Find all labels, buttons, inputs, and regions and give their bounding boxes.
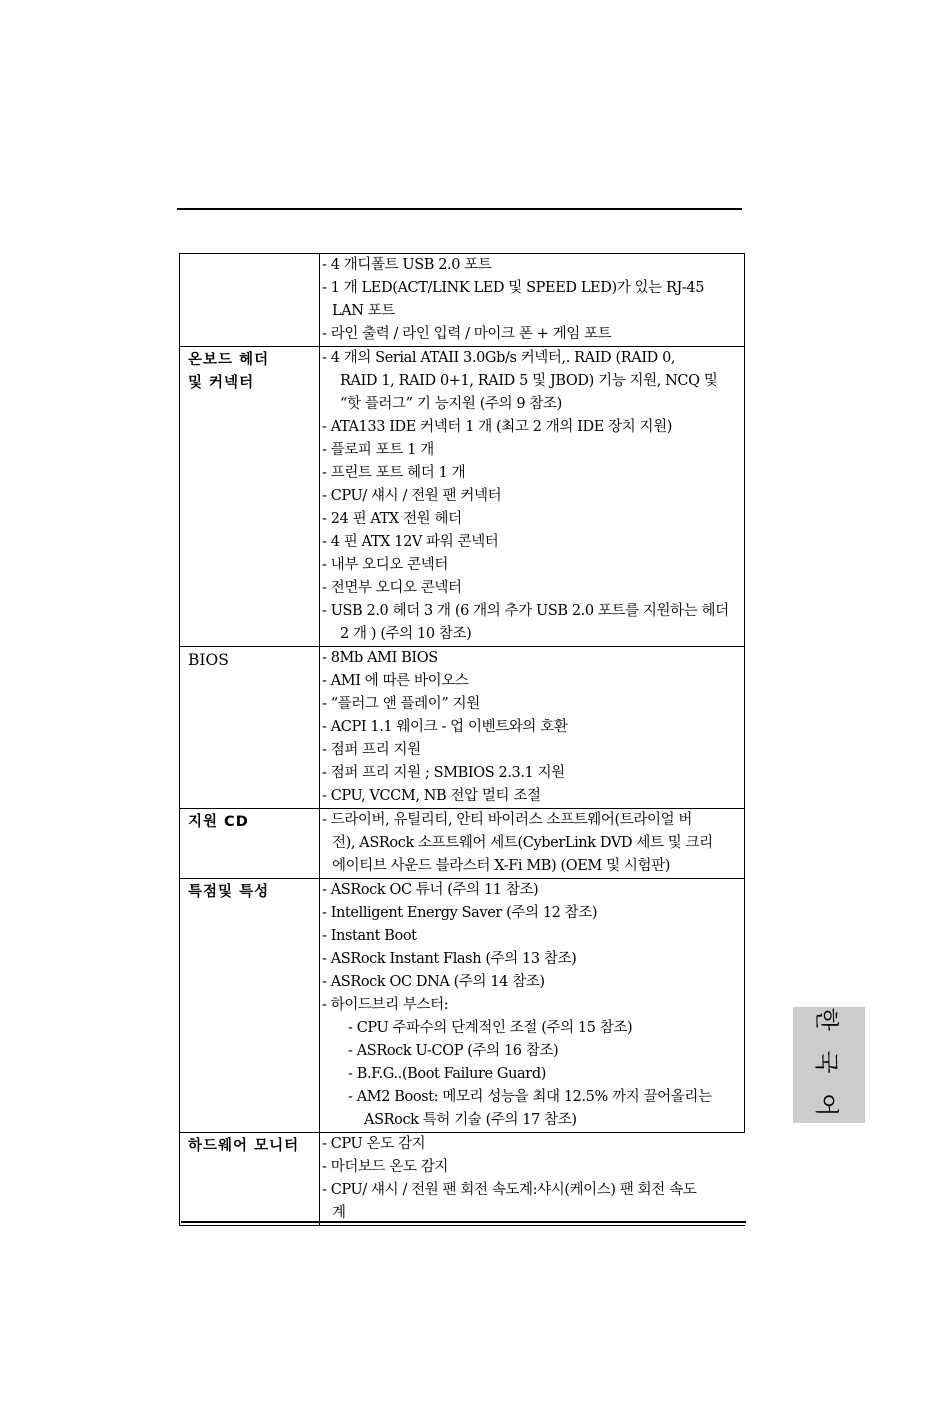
row-items (320, 647, 745, 809)
list-item: - 8Mb AMI BIOS (322, 650, 438, 666)
list-item: - CPU 온도 감지 (322, 1136, 426, 1152)
list-item: 에이티브 사운드 블라스터 X-Fi MB) (OEM 및 시험판) (332, 858, 670, 874)
language-side-tab (793, 1007, 865, 1123)
list-item: - “플러그 앤 플레이” 지원 (322, 696, 480, 712)
list-item: - 4 개의 Serial ATAII 3.0Gb/s 커넥터,. RAID (RAID 0, (322, 350, 676, 366)
list-item: - ACPI 1.1 웨이크 - 업 이벤트와의 호환 (322, 719, 568, 735)
row-items (320, 879, 745, 1133)
list-item: - CPU/ 섀시 / 전원 팬 커넥터 (322, 488, 502, 504)
list-item: - ATA133 IDE 커넥터 1 개 (최고 2 개의 IDE 장치 지원) (322, 419, 673, 435)
table-row (180, 647, 745, 809)
list-item: - CPU, VCCM, NB 전압 멀티 조절 (322, 788, 541, 804)
list-item: - AMI 에 따른 바이오스 (322, 673, 469, 689)
list-item: - 4 핀 ATX 12V 파워 콘넥터 (322, 534, 499, 550)
list-item: - B.F.G..(Boot Failure Guard) (348, 1066, 546, 1082)
list-item: - Intelligent Energy Saver (주의 12 참조) (322, 905, 598, 921)
list-item: ASRock 특허 기술 (주의 17 참조) (364, 1112, 577, 1128)
list-item: - 전면부 오디오 콘넥터 (322, 580, 462, 596)
list-item: - CPU/ 섀시 / 전원 팬 회전 속도계:샤시(케이스) 팬 회전 속도 (322, 1182, 697, 1198)
row-label: BIOS (180, 647, 320, 809)
list-item: - Instant Boot (322, 928, 417, 944)
list-item: - ASRock Instant Flash (주의 13 참조) (322, 951, 577, 967)
table-row (180, 254, 745, 347)
list-item: - 라인 출력 / 라인 입력 / 마이크 폰 + 게임 포트 (322, 326, 612, 342)
list-item: 전), ASRock 소프트웨어 세트(CyberLink DVD 세트 및 크리 (332, 835, 713, 851)
table-row (180, 1133, 745, 1226)
list-item: - 점퍼 프리 지원 (322, 742, 421, 758)
list-item: - 드라이버, 유틸리티, 안티 바이러스 소프트웨어(트라이얼 버 (322, 812, 692, 828)
list-item: - 24 핀 ATX 전원 헤더 (322, 511, 462, 527)
list-item: 계 (332, 1205, 346, 1221)
row-label-line: 온보드 헤더 (188, 352, 270, 368)
row-label-line: 및 커넥터 (188, 375, 255, 391)
list-item: - ASRock OC 튜너 (주의 11 참조) (322, 882, 539, 898)
list-item: - ASRock U-COP (주의 16 참조) (348, 1043, 559, 1059)
list-item: - 4 개디폴트 USB 2.0 포트 (322, 257, 492, 273)
list-item: “핫 플러그” 기 능지원 (주의 9 참조) (340, 396, 562, 412)
row-label (180, 347, 320, 647)
list-item: - USB 2.0 헤더 3 개 (6 개의 추가 USB 2.0 포트를 지원하는 헤더 (322, 603, 729, 619)
language-side-tab-label: 한 국 어 (812, 1007, 841, 1123)
table-row (180, 809, 745, 879)
row-label: 하드웨어 모니터 (180, 1133, 320, 1226)
list-item: - 마더보드 온도 감지 (322, 1159, 448, 1175)
row-label: 특점및 특성 (180, 879, 320, 1133)
list-item: 2 개 ) (주의 10 참조) (340, 626, 472, 642)
list-item: - 1 개 LED(ACT/LINK LED 및 SPEED LED)가 있는 RJ-45 (322, 280, 705, 296)
list-item: - AM2 Boost: 메모리 성능을 최대 12.5% 까지 끌어올리는 (348, 1089, 712, 1105)
top-rule (177, 208, 742, 210)
list-item: - 내부 오디오 콘넥터 (322, 557, 448, 573)
row-items (320, 254, 745, 347)
row-label: 지원 CD (180, 809, 320, 879)
list-item: - 점퍼 프리 지원 ; SMBIOS 2.3.1 지원 (322, 765, 565, 781)
table-row (180, 879, 745, 1133)
bottom-rule (181, 1221, 746, 1223)
spec-table (179, 253, 745, 1226)
list-item: LAN 포트 (332, 303, 396, 319)
table-row (180, 347, 745, 647)
list-item: RAID 1, RAID 0+1, RAID 5 및 JBOD) 기능 지원, NCQ 및 (340, 373, 718, 389)
row-items (320, 347, 745, 647)
row-label (180, 254, 320, 347)
list-item: - 프린트 포트 헤더 1 개 (322, 465, 466, 481)
row-items (320, 1133, 745, 1226)
list-item: - ASRock OC DNA (주의 14 참조) (322, 974, 545, 990)
row-items (320, 809, 745, 879)
list-item: - CPU 주파수의 단계적인 조절 (주의 15 참조) (348, 1020, 633, 1036)
list-item: - 하이드브리 부스터: (322, 997, 449, 1013)
list-item: - 플로피 포트 1 개 (322, 442, 434, 458)
